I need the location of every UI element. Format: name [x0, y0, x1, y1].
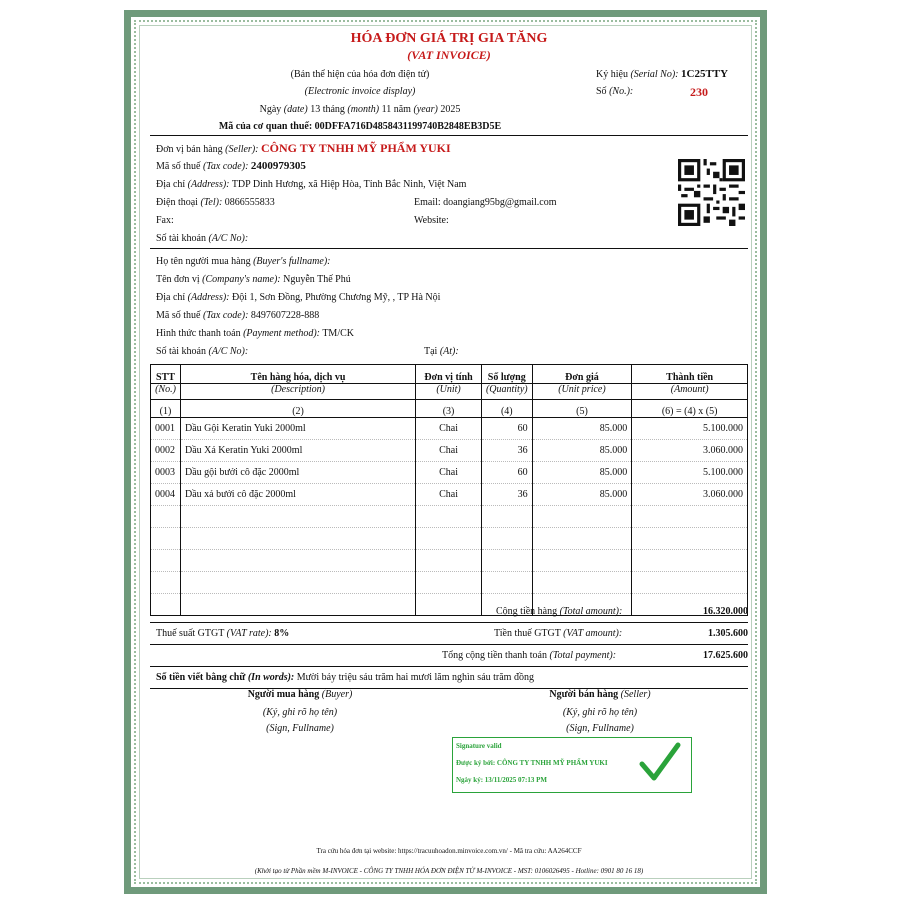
col-sub-desc: (Description) [180, 384, 415, 400]
date-day: 13 tháng [310, 104, 345, 115]
total-value: 17.625.600 [703, 650, 748, 661]
vat-amount-value: 1.305.600 [708, 628, 748, 639]
number-label-en: (No.): [609, 86, 634, 97]
tax-authority-code: Mã của cơ quan thuế: 00DFFA716D4858431199740B2848EB3D5E [218, 121, 502, 132]
row-price: 85.000 [532, 462, 632, 484]
buyer-company-label-en: (Company's name): [202, 274, 281, 285]
seller-sign-label-en: (Seller) [620, 689, 651, 700]
buyer-address: Đội 1, Sơn Đồng, Phường Chương Mỹ, , TP Hà Nội [232, 292, 441, 303]
buyer-fullname-label: Họ tên người mua hàng [156, 256, 251, 267]
subtotal-label-en: (Total amount): [559, 606, 623, 617]
seller-tel-row [156, 197, 275, 208]
vat-rate-wrap [156, 628, 289, 639]
row-amount: 5.100.000 [632, 418, 748, 440]
seller-tax-label-en: (Tax code): [202, 161, 249, 172]
table-row [151, 462, 748, 484]
buyer-company: Nguyễn Thế Phú [283, 274, 351, 285]
row-no: 0003 [151, 462, 181, 484]
seller-tax-row [156, 160, 306, 172]
number-row [596, 86, 633, 97]
date-label: Ngày [259, 104, 282, 115]
row-desc: Dầu Gội Keratin Yuki 2000ml [180, 418, 415, 440]
buyer-address-label-en: (Address): [187, 292, 230, 303]
seller-tel: 0866555833 [224, 197, 275, 208]
table-header-row [151, 365, 748, 384]
buyer-at-label: Tại [424, 346, 438, 357]
seller-tax-code: 2400979305 [250, 160, 306, 172]
buyer-account-row [156, 346, 248, 357]
seller-tel-label-en: (Tel): [200, 197, 223, 208]
seller-fax-label: Fax: [156, 215, 174, 226]
seller-name: CÔNG TY TNHH MỸ PHẨM YUKI [261, 141, 451, 155]
table-row [151, 440, 748, 462]
seller-sign-label: Người bán hàng [549, 689, 619, 700]
digital-signature-box [452, 737, 692, 793]
seller-tax-label: Mã số thuế [156, 161, 201, 172]
buyer-sign-label-en: (Buyer) [321, 689, 353, 700]
buyer-sign-vi: (Ký, ghi rõ họ tên) [262, 707, 338, 718]
col-idx-qty: (4) [481, 400, 532, 418]
divider [150, 135, 748, 136]
serial-label-en: (Serial No): [630, 69, 679, 80]
buyer-payment-row [156, 328, 354, 339]
in-words-label: Số tiền viết bằng chữ [156, 672, 246, 683]
invoice-number: 230 [690, 85, 708, 99]
buyer-address-label: Địa chỉ [156, 292, 186, 303]
seller-sign-en: (Sign, Fullname) [566, 723, 634, 734]
invoice-title: HÓA ĐƠN GIÁ TRỊ GIA TĂNG [350, 31, 548, 46]
buyer-sign-title [150, 689, 450, 700]
vat-amount-wrap [494, 628, 622, 639]
seller-email-label: Email: [414, 197, 441, 208]
total-label-wrap [442, 650, 616, 661]
buyer-at-label-en: (At): [439, 346, 459, 357]
row-qty: 60 [481, 418, 532, 440]
row-amount: 5.100.000 [632, 462, 748, 484]
col-sub-no: (No.) [151, 384, 181, 400]
row-price: 85.000 [532, 440, 632, 462]
display-en: (Electronic invoice display) [304, 86, 416, 97]
buyer-at-row [424, 346, 459, 357]
serial-value: 1C25TTY [681, 68, 729, 80]
date-month: 11 năm [381, 104, 411, 115]
subtotal-label: Cộng tiền hàng [496, 606, 558, 617]
col-sub-price: (Unit price) [532, 384, 632, 400]
buyer-sign-label: Người mua hàng [247, 689, 320, 700]
items-table [150, 364, 748, 616]
row-unit: Chai [416, 440, 482, 462]
lookup-footer: Tra cứu hóa đơn tại website: https://tracuuhoadon.minvoice.com.vn/ - Mã tra cứu: AA264CCF [316, 847, 582, 855]
buyer-fullname-row [156, 256, 331, 267]
in-words-row [150, 667, 748, 689]
col-idx-desc: (2) [180, 400, 415, 418]
year-label-en: (year) [413, 104, 438, 115]
buyer-tax-label: Mã số thuế [156, 310, 201, 321]
row-unit: Chai [416, 462, 482, 484]
col-idx-unit: (3) [416, 400, 482, 418]
serial-row [596, 68, 728, 80]
seller-account-label-en: (A/C No): [208, 233, 249, 244]
row-no: 0004 [151, 484, 181, 506]
buyer-tax-label-en: (Tax code): [202, 310, 249, 321]
buyer-address-row [156, 292, 440, 303]
invoice-subtitle: (VAT INVOICE) [407, 48, 491, 62]
buyer-payment-label-en: (Payment method): [243, 328, 320, 339]
seller-account-label: Số tài khoản [156, 233, 206, 244]
buyer-tax-code: 8497607228-888 [250, 310, 320, 321]
seller-website-label: Website: [414, 215, 449, 226]
row-price: 85.000 [532, 418, 632, 440]
in-words-label-en: (In words): [247, 672, 295, 683]
col-header-qty: Số lượng [481, 365, 532, 384]
date-label-en: (date) [283, 104, 308, 115]
number-label: Số [596, 86, 607, 97]
seller-account-row [156, 233, 248, 244]
qr-code-icon [678, 159, 745, 226]
serial-label: Ký hiệu [596, 69, 628, 80]
col-header-desc: Tên hàng hóa, dịch vụ [180, 365, 415, 384]
total-label: Tổng cộng tiền thanh toán [442, 650, 547, 661]
buyer-sign-en: (Sign, Fullname) [266, 723, 334, 734]
row-no: 0002 [151, 440, 181, 462]
subtotal-value: 16.320.000 [703, 606, 748, 617]
buyer-company-label: Tên đơn vị [156, 274, 200, 285]
seller-sign-title [450, 689, 750, 700]
seller-sign-vi: (Ký, ghi rõ họ tên) [562, 707, 638, 718]
col-sub-qty: (Quantity) [481, 384, 532, 400]
divider [150, 248, 748, 249]
row-qty: 60 [481, 462, 532, 484]
in-words-wrap [156, 672, 534, 683]
seller-address-row [156, 179, 466, 190]
table-row [151, 418, 748, 440]
vat-rate-label: Thuế suất GTGT [156, 628, 225, 639]
row-no: 0001 [151, 418, 181, 440]
row-unit: Chai [416, 484, 482, 506]
vat-amount-label: Tiền thuế GTGT [494, 628, 561, 639]
date-year: 2025 [440, 104, 461, 115]
total-row [150, 645, 748, 667]
table-row [151, 484, 748, 506]
buyer-payment-label: Hình thức thanh toán [156, 328, 241, 339]
row-amount: 3.060.000 [632, 440, 748, 462]
buyer-payment: TM/CK [322, 328, 354, 339]
seller-label-en: (Seller): [225, 144, 259, 155]
seller-tel-label: Điện thoại [156, 197, 198, 208]
signed-by-text: Được ký bởi: CÔNG TY TNHH MỸ PHẨM YUKI [456, 759, 608, 767]
empty-row [151, 550, 748, 572]
total-label-en: (Total payment): [549, 650, 617, 661]
seller-address: TDP Dinh Hương, xã Hiệp Hòa, Tỉnh Bắc Ninh, Việt Nam [231, 179, 467, 190]
seller-email[interactable]: doangiang95bg@gmail.com [443, 197, 557, 208]
row-qty: 36 [481, 440, 532, 462]
col-sub-unit: (Unit) [416, 384, 482, 400]
col-idx-price: (5) [532, 400, 632, 418]
seller-address-label: Địa chỉ [156, 179, 186, 190]
signed-date-text: Ngày ký: 13/11/2025 07:13 PM [456, 776, 547, 784]
seller-name-row [156, 141, 451, 156]
col-header-amount: Thành tiền [632, 365, 748, 384]
col-idx-amount: (6) = (4) x (5) [632, 400, 748, 418]
row-desc: Dầu gội bưởi cô đặc 2000ml [180, 462, 415, 484]
empty-row [151, 506, 748, 528]
col-header-unit: Đơn vị tính [416, 365, 482, 384]
col-sub-amount: (Amount) [632, 384, 748, 400]
vat-amount-label-en: (VAT amount): [563, 628, 623, 639]
row-desc: Dầu xả bưởi cô đặc 2000ml [180, 484, 415, 506]
in-words-value: Mười bảy triệu sáu trăm hai mươi lăm nghìn sáu trăm đồng [296, 672, 534, 683]
row-unit: Chai [416, 418, 482, 440]
buyer-fullname-label-en: (Buyer's fullname): [253, 256, 331, 267]
col-idx-no: (1) [151, 400, 181, 418]
signature-valid-text: Signature valid [456, 742, 502, 750]
empty-row [151, 528, 748, 550]
seller-label: Đơn vị bán hàng [156, 144, 223, 155]
row-desc: Dầu Xả Keratin Yuki 2000ml [180, 440, 415, 462]
display-vi: (Bản thể hiện của hóa đơn điện tử) [290, 69, 430, 80]
subtotal-label-wrap [496, 606, 622, 617]
buyer-tax-row [156, 310, 319, 321]
table-index-row [151, 400, 748, 418]
table-header-sub-row [151, 384, 748, 400]
seller-email-row [414, 197, 557, 208]
col-header-price: Đơn giá [532, 365, 632, 384]
buyer-account-label-en: (A/C No): [208, 346, 249, 357]
buyer-company-row [156, 274, 351, 285]
empty-row [151, 572, 748, 594]
col-header-no: STT [151, 365, 181, 384]
vat-rate-value: 8% [274, 628, 290, 639]
month-label-en: (month) [347, 104, 380, 115]
row-qty: 36 [481, 484, 532, 506]
invoice-date [150, 104, 570, 115]
seller-address-label-en: (Address): [187, 179, 230, 190]
buyer-account-label: Số tài khoản [156, 346, 206, 357]
row-price: 85.000 [532, 484, 632, 506]
vat-row [150, 623, 748, 645]
row-amount: 3.060.000 [632, 484, 748, 506]
created-footer: (Khởi tạo từ Phần mềm M-INVOICE - CÔNG TY TNHH HÓA ĐƠN ĐIỆN TỬ M-INVOICE - MST: 0106026495 - Hotline: 0901 80 16 18) [254, 867, 644, 875]
vat-rate-label-en: (VAT rate): [226, 628, 272, 639]
checkmark-icon [639, 742, 681, 782]
subtotal-row [150, 601, 748, 623]
